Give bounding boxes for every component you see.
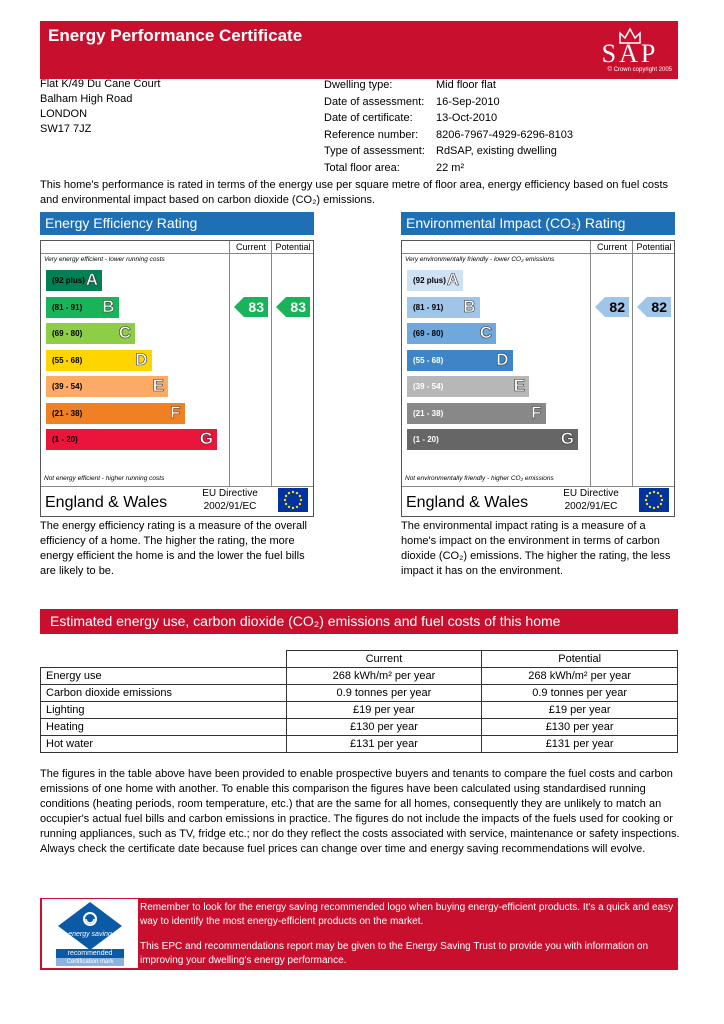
detail-label: Type of assessment:: [324, 145, 425, 157]
table-cell-potential: 0.9 tonnes per year: [482, 685, 678, 702]
table-header-potential: Potential: [482, 651, 678, 668]
band-letter: D: [496, 349, 509, 369]
table-row: [41, 719, 678, 736]
band-range: (21 - 38): [52, 408, 83, 418]
current-rating-value: 82: [609, 298, 625, 315]
table-row: [41, 685, 678, 702]
detail-row: [324, 127, 573, 144]
estimates-table: [40, 650, 678, 753]
band-range: (39 - 54): [52, 382, 83, 391]
energy-saving-recommended-logo: [42, 899, 138, 968]
sap-logo-text: SAP: [601, 39, 659, 68]
table-header-current: Current: [286, 651, 482, 668]
potential-column-header: Potential: [275, 242, 311, 252]
detail-value: 22 m²: [436, 161, 465, 174]
band-letter: C: [118, 323, 131, 342]
environmental-impact-panel: [401, 212, 675, 577]
band-f: [407, 403, 546, 424]
band-range: (55 - 68): [413, 355, 444, 365]
band-letter: A: [446, 270, 459, 289]
band-range: (1 - 20): [413, 435, 439, 444]
column-divider: [271, 241, 272, 486]
table-row: [41, 702, 678, 719]
intro-text: This home's performance is rated in terms of the energy use per square metre of floor area, energy efficiency based on fuel costs and environmental impact based on carbon dioxide (CO₂) emissions.: [40, 179, 668, 206]
eu-directive: EU Directive 2002/91/EC: [563, 488, 619, 512]
region-label: England & Wales: [406, 494, 529, 511]
detail-label: Reference number:: [324, 128, 419, 141]
band-letter: B: [463, 296, 476, 316]
column-divider: [229, 241, 230, 486]
row-divider: [402, 486, 674, 487]
sap-logo: [588, 27, 672, 77]
region-label: England & Wales: [45, 494, 168, 511]
energy-efficiency-panel: [40, 212, 314, 577]
scale-top-note: Very environmentally friendly - lower CO₂ emissions: [405, 256, 555, 263]
band-c: [46, 323, 135, 344]
address-line: Balham High Road: [40, 93, 133, 105]
current-column-header: Current: [235, 242, 266, 252]
band-range: (39 - 54): [413, 382, 444, 391]
band-range: (92 plus): [52, 276, 85, 285]
table-cell-current: 268 kWh/m² per year: [286, 668, 482, 685]
band-b: [407, 297, 480, 318]
band-letter: G: [199, 429, 213, 448]
efficiency-rating-box: [40, 240, 314, 517]
sap-copyright: © Crown copyright 2005: [607, 67, 672, 73]
current-column-header: Current: [596, 242, 627, 252]
band-d: [407, 350, 513, 371]
table-cell-current: £131 per year: [286, 736, 482, 753]
detail-label: Date of certificate:: [324, 112, 413, 124]
band-letter: F: [531, 402, 542, 422]
detail-value: Mid floor flat: [436, 79, 496, 91]
eu-directive: EU Directive 2002/91/EC: [202, 488, 258, 512]
address-line: Flat K/49 Du Cane Court: [40, 78, 161, 90]
detail-value: 16-Sep-2010: [436, 95, 500, 108]
explanation-text: The figures in the table above have been provided to enable prospective buyers and tenants to compare the fuel costs and carbon emissions of one home with another. To enable this comparison the figures have been calculated using standardised running conditions (heating periods, room temperature, etc.) that are the same for all homes, consequently they are unlikely to match an occupier's actual fuel bills and carbon emissions in practice. The figures do not include the impacts of the fuels used for cooking or running appliances, such as TV, fridge etc.; nor do they reflect the costs associated with service, maintenance or safety inspections. Always check the certificate date because fuel prices can change over time and energy saving recommendations will evolve.: [40, 768, 680, 855]
band-letter: F: [170, 402, 181, 422]
table-cell-label: Lighting: [41, 702, 287, 719]
table-header-row: [41, 651, 678, 668]
band-range: (21 - 38): [413, 408, 444, 418]
current-rating-arrow: [234, 297, 268, 317]
table-cell-potential: £19 per year: [482, 702, 678, 719]
estimates-title: Estimated energy use, carbon dioxide (CO₂) emissions and fuel costs of this home: [40, 609, 678, 634]
band-letter: A: [85, 270, 98, 289]
footer-paragraph: This EPC and recommendations report may be given to the Energy Saving Trust to provide you with information on improving your dwelling's energy performance.: [140, 941, 649, 966]
scale-bottom-note: Not environmentally friendly - higher CO₂ emissions: [405, 475, 554, 482]
potential-rating-value: 82: [651, 298, 667, 315]
row-divider: [41, 253, 313, 254]
detail-label: Dwelling type:: [324, 79, 393, 91]
band-letter: E: [152, 376, 164, 395]
band-letter: D: [135, 349, 148, 369]
band-range: (69 - 80): [413, 329, 444, 338]
environmental-rating-box: [401, 240, 675, 517]
detail-value: 13-Oct-2010: [436, 112, 498, 124]
table-cell-current: £19 per year: [286, 702, 482, 719]
detail-row: [324, 77, 573, 94]
table-cell-potential: 268 kWh/m² per year: [482, 668, 678, 685]
potential-rating-arrow: [276, 297, 310, 317]
band-letter: C: [479, 323, 492, 342]
table-cell-potential: £130 per year: [482, 719, 678, 736]
logo-line-recommended: recommended: [67, 950, 113, 957]
current-rating-value: 83: [248, 298, 264, 315]
band-letter: B: [102, 296, 115, 316]
table-header-blank: [41, 651, 287, 668]
table-cell-label: Hot water: [41, 736, 287, 753]
band-a: [407, 270, 463, 291]
band-range: (81 - 91): [52, 302, 83, 312]
table-cell-current: 0.9 tonnes per year: [286, 685, 482, 702]
potential-column-header: Potential: [636, 242, 672, 252]
band-letter: E: [513, 376, 525, 395]
band-b: [46, 297, 119, 318]
logo-caption: Certification mark: [66, 959, 114, 965]
environmental-impact-title: Environmental Impact (CO₂) Rating: [401, 212, 675, 235]
address-line: LONDON: [40, 108, 88, 120]
logo-line-energy-saving: energy saving: [68, 931, 112, 938]
column-divider: [632, 241, 633, 486]
property-address: [40, 77, 160, 137]
band-g: [407, 429, 578, 450]
table-cell-label: Energy use: [41, 668, 287, 685]
scale-bottom-note: Not energy efficient - higher running costs: [44, 475, 165, 482]
table-cell-label: Carbon dioxide emissions: [41, 685, 287, 702]
band-range: (55 - 68): [52, 355, 83, 365]
detail-label: Date of assessment:: [324, 95, 425, 108]
eu-flag-icon: [278, 488, 308, 512]
efficiency-description: The energy efficiency rating is a measure of the overall efficiency of a home. The higher the rating, the more energy efficient the home is and the lower the fuel bills are likely to be.: [40, 520, 307, 577]
certificate-header: [40, 21, 678, 79]
band-g: [46, 429, 217, 450]
band-e: [46, 376, 168, 397]
table-cell-potential: £131 per year: [482, 736, 678, 753]
energy-efficiency-title: Energy Efficiency Rating: [40, 212, 314, 235]
band-letter: G: [560, 429, 574, 448]
detail-row: [324, 110, 573, 127]
detail-row: [324, 160, 573, 177]
environmental-description: The environmental impact rating is a measure of a home's impact on the environment in terms of carbon dioxide (CO₂) emissions. The higher the rating, the less impact it has on the environment.: [401, 520, 671, 577]
scale-top-note: Very energy efficient - lower running costs: [44, 256, 165, 263]
band-range: (69 - 80): [52, 329, 83, 338]
band-e: [407, 376, 529, 397]
eu-flag-icon: [639, 488, 669, 512]
table-row: [41, 668, 678, 685]
footer-banner: [40, 898, 678, 970]
certificate-title: Energy Performance Certificate: [48, 26, 303, 45]
table-cell-label: Heating: [41, 719, 287, 736]
current-rating-arrow: [595, 297, 629, 317]
footer-text: [140, 901, 674, 968]
band-range: (1 - 20): [52, 435, 78, 444]
band-d: [46, 350, 152, 371]
detail-label: Total floor area:: [324, 161, 400, 174]
detail-value: RdSAP, existing dwelling: [436, 145, 557, 157]
table-cell-current: £130 per year: [286, 719, 482, 736]
potential-rating-arrow: [637, 297, 671, 317]
band-c: [407, 323, 496, 344]
band-f: [46, 403, 185, 424]
footer-paragraph: Remember to look for the energy saving recommended logo when buying energy-efficient products. It's a quick and easy way to identify the most energy-efficient products on the market.: [140, 902, 674, 927]
column-divider: [590, 241, 591, 486]
band-range: (81 - 91): [413, 302, 444, 312]
address-line: SW17 7JZ: [40, 123, 92, 135]
detail-value: 8206-7967-4929-6296-8103: [436, 128, 574, 141]
row-divider: [41, 486, 313, 487]
estimates-table-body: [41, 668, 678, 753]
detail-row: [324, 94, 573, 111]
dwelling-details: [324, 77, 573, 176]
table-row: [41, 736, 678, 753]
band-range: (92 plus): [413, 276, 446, 285]
potential-rating-value: 83: [290, 298, 306, 315]
band-a: [46, 270, 102, 291]
detail-row: [324, 143, 573, 160]
row-divider: [402, 253, 674, 254]
